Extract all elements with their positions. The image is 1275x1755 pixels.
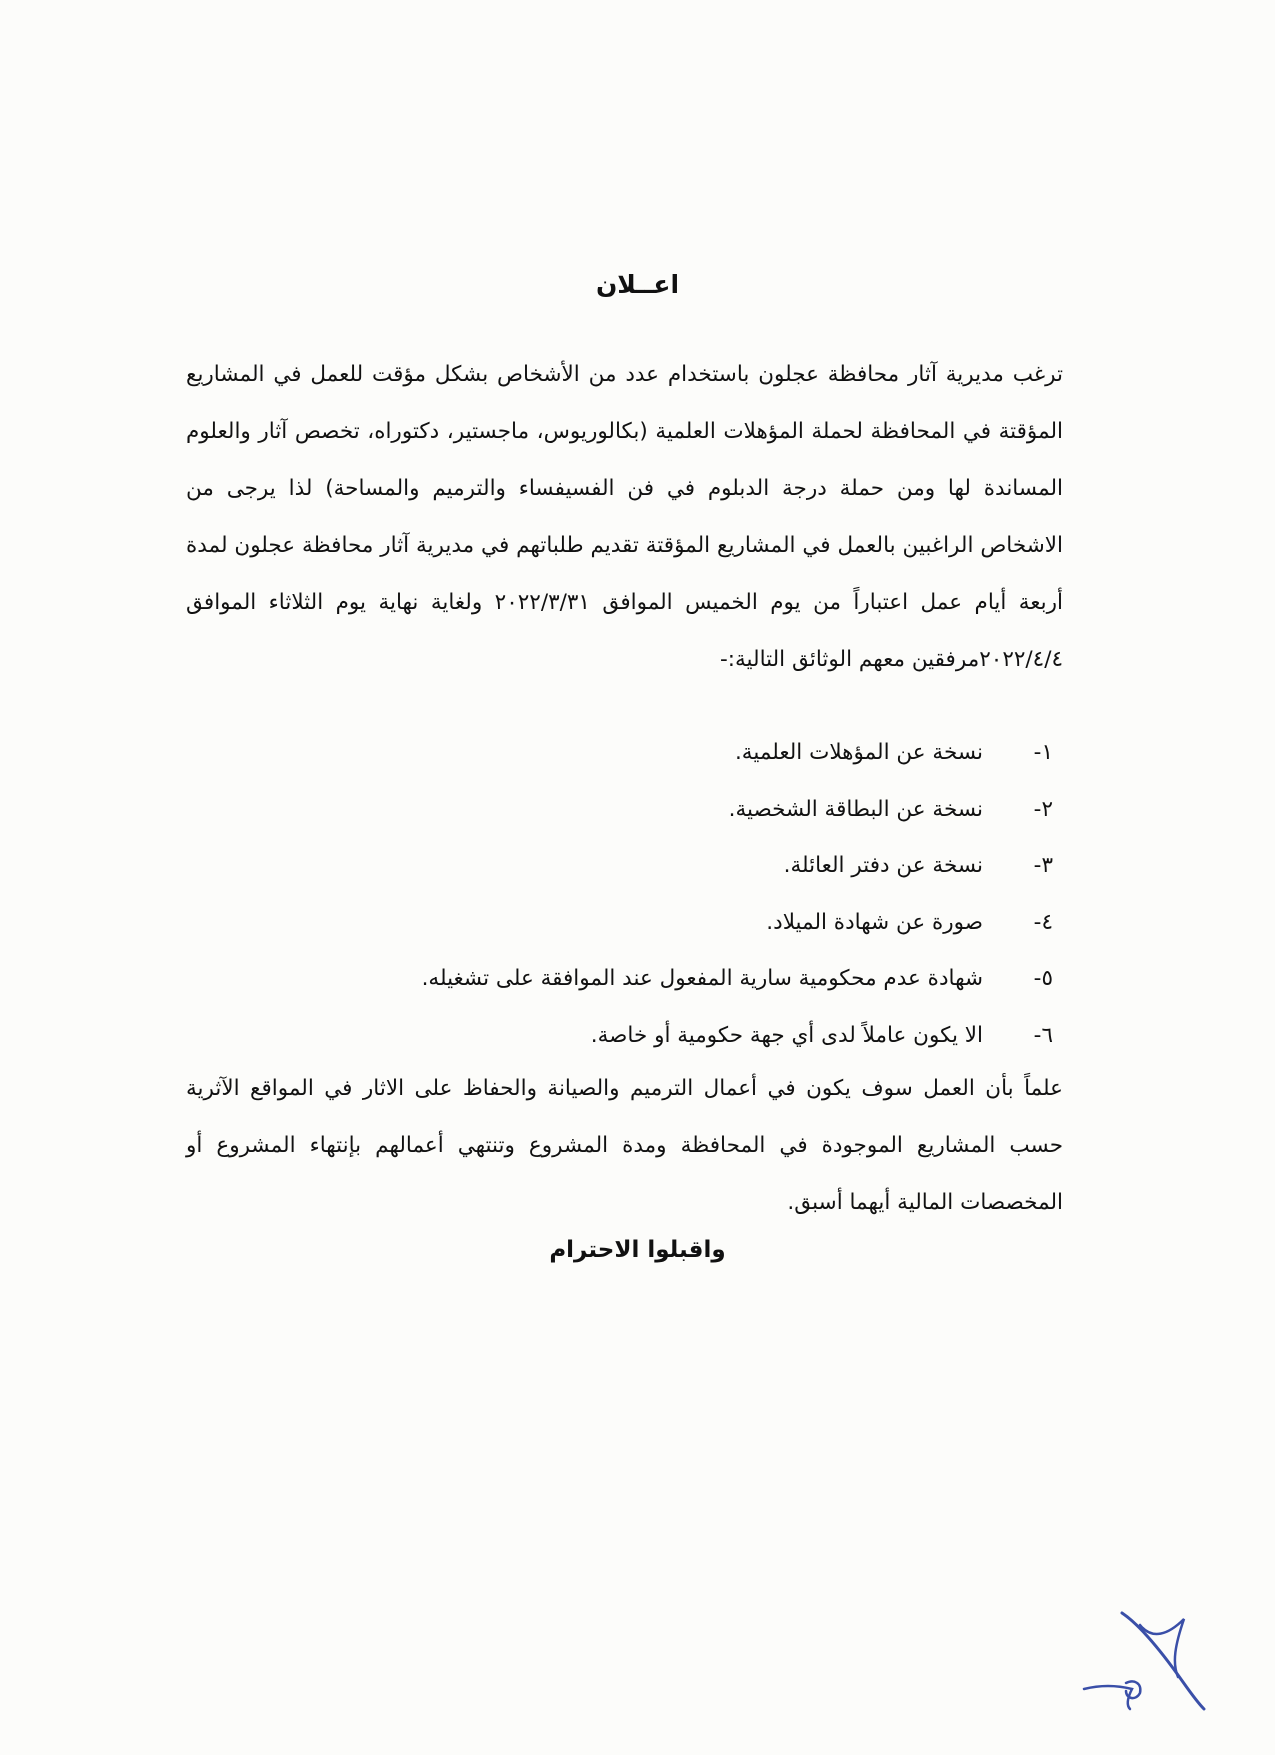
list-item (293, 903, 1053, 960)
list-item-number: ٥- (1033, 966, 1053, 991)
handwritten-signature-icon (1080, 1605, 1220, 1715)
signoff-text: واقبلوا الاحترام (549, 1237, 726, 1263)
list-item (293, 846, 1053, 903)
closing-paragraph: علماً بأن العمل سوف يكون في أعمال الترميم والصيانة والحفاظ على الاثار في المواقع الآثرية حسب المشاريع الموجودة في المحافظة ومدة المشروع وتنتهي أعمالهم بإنتهاء المشروع أو المخصصات المالية أيهما أسبق. (186, 1076, 1063, 1215)
list-item-number: ٦- (1033, 1022, 1053, 1048)
list-item-text: شهادة عدم محكومية سارية المفعول عند الموافقة على تشغيله. (421, 966, 983, 991)
list-item-text: الا يكون عاملاً لدى أي جهة حكومية أو خاصة. (590, 1022, 983, 1048)
document-title: اعــلان (595, 270, 680, 299)
list-item-number: ٣- (1033, 853, 1053, 878)
list-item-number: ١- (1033, 740, 1053, 765)
list-item-text: نسخة عن المؤهلات العلمية. (734, 740, 983, 765)
announcement-body: ترغب مديرية آثار محافظة عجلون باستخدام عدد من الأشخاص بشكل مؤقت للعمل في المشاريع المؤقتة في المحافظة لحملة المؤهلات العلمية (بكالوريوس، ماجستير، دكتوراه، تخصص آثار والعلوم المساندة لها ومن حملة درجة الدبلوم في فن الفسيفساء والترميم والمساحة) لذا يرجى من الاشخاص الراغبين بالعمل في المشاريع المؤقتة تقديم طلباتهم في مديرية آثار محافظة عجلون لمدة أربعة أيام عمل اعتباراً من يوم الخميس الموافق ٢٠٢٢/٣/٣١ ولغاية نهاية يوم الثلاثاء الموافق ٢٠٢٢/٤/٤مرفقين معهم الوثائق التالية:- (186, 362, 1064, 672)
list-item-text: نسخة عن دفتر العائلة. (783, 853, 983, 878)
requirements-list (293, 733, 1053, 1072)
list-item-text: صورة عن شهادة الميلاد. (766, 909, 983, 935)
list-item-text: نسخة عن البطاقة الشخصية. (728, 796, 983, 822)
list-item-number: ٤- (1033, 909, 1053, 935)
list-item (293, 959, 1053, 1016)
list-item (293, 733, 1053, 790)
list-item (293, 790, 1053, 847)
list-item-number: ٢- (1033, 796, 1053, 822)
